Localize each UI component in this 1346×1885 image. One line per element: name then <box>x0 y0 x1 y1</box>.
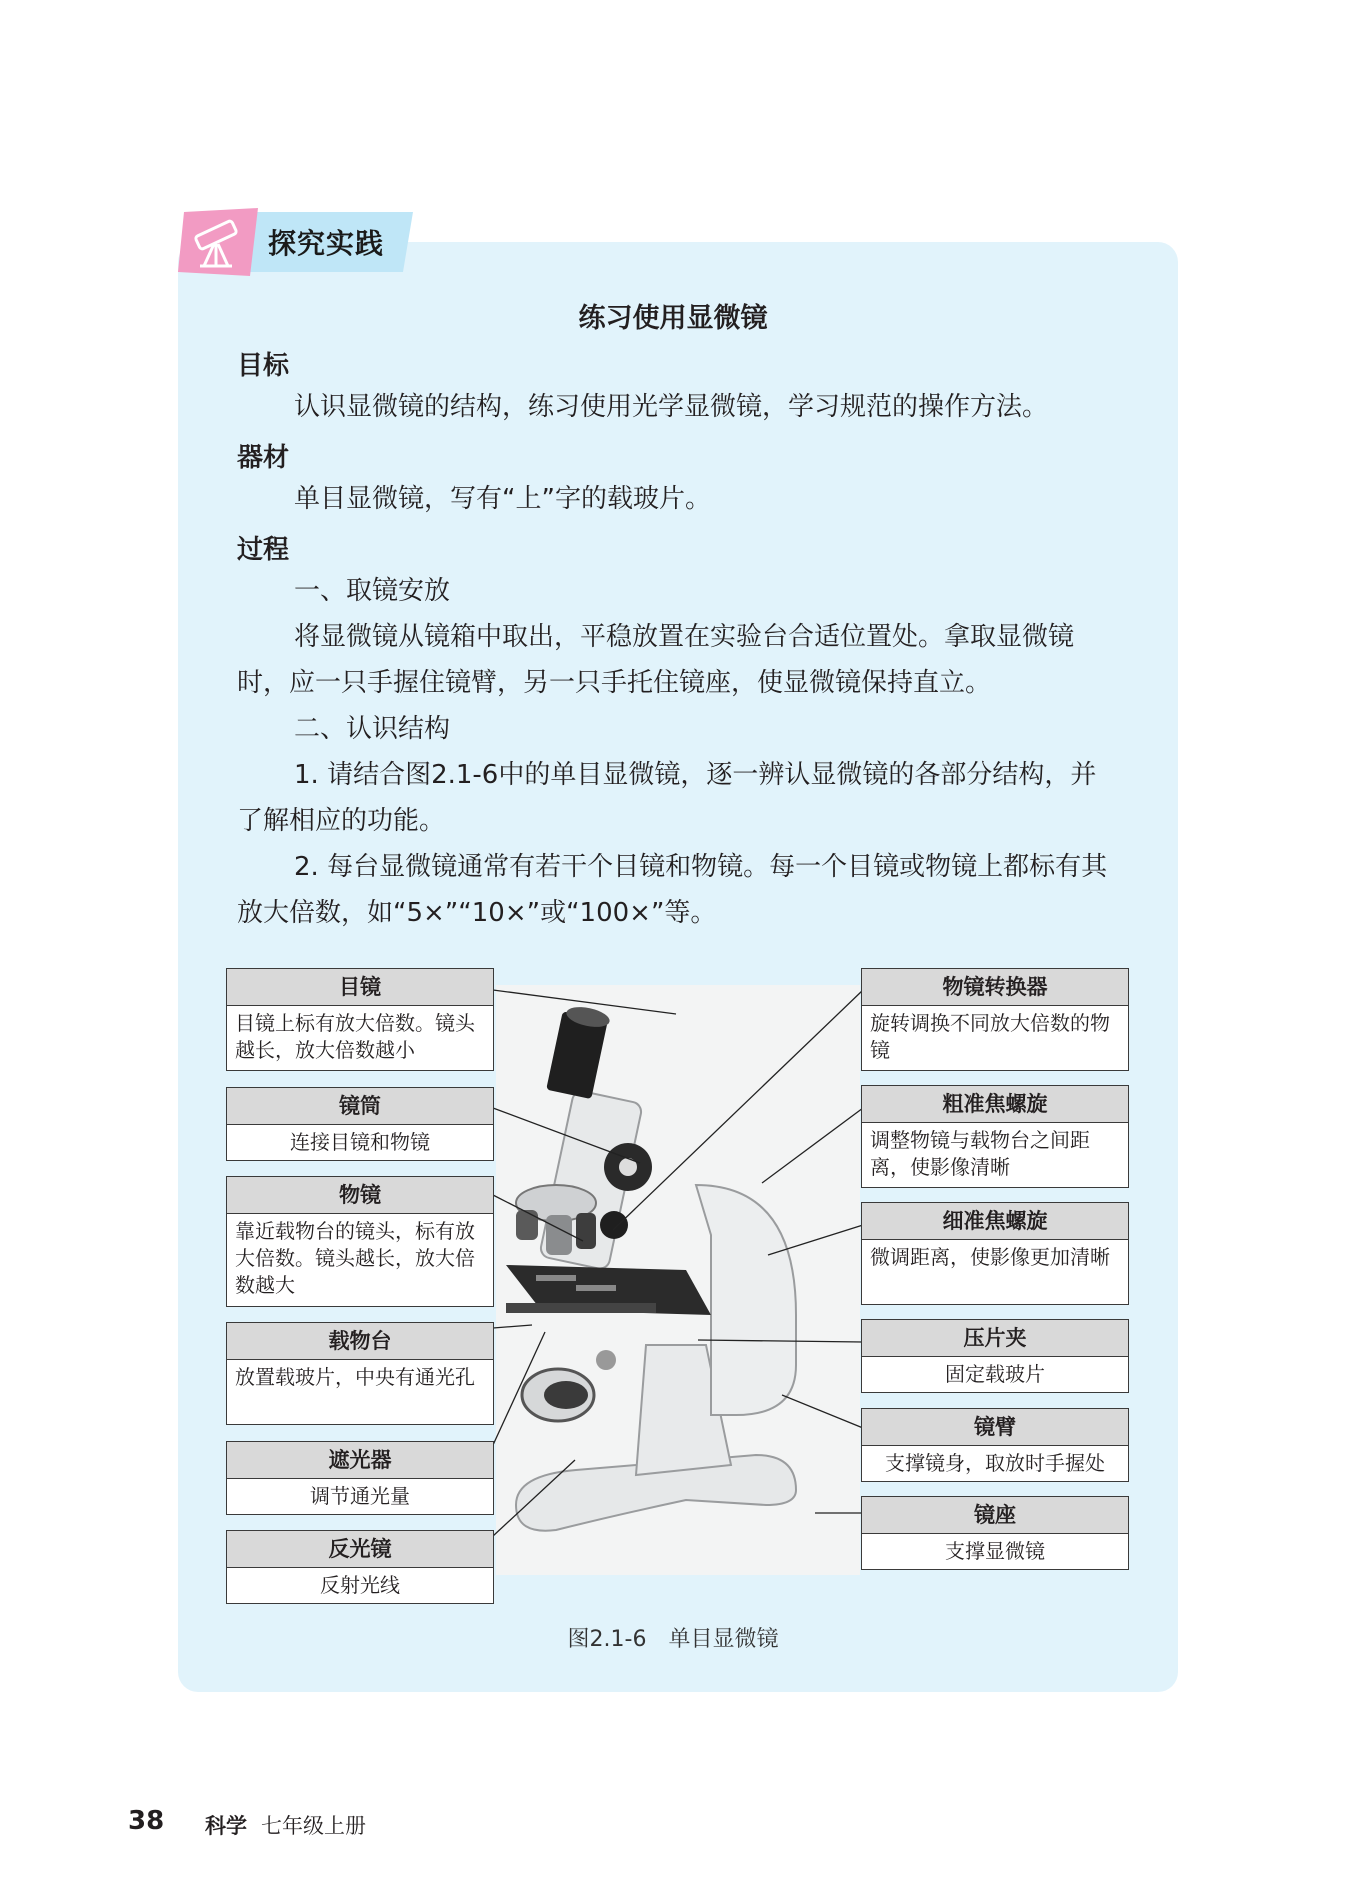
label-diaphragm <box>226 1441 494 1515</box>
label-title: 压片夹 <box>862 1320 1128 1357</box>
label-title: 遮光器 <box>227 1442 493 1479</box>
page-title: 练习使用显微镜 <box>578 303 768 334</box>
step2-item1: 1. 请结合图2.1-6中的单目显微镜，逐一辨认显微镜的各部分结构，并了解相应的功能。 <box>237 760 1097 836</box>
label-title: 物镜转换器 <box>862 969 1128 1006</box>
footer-subject: 科学 <box>205 1814 247 1838</box>
label-objective <box>226 1176 494 1307</box>
label-desc: 固定载玻片 <box>945 1362 1045 1386</box>
label-mirror <box>226 1530 494 1604</box>
label-desc: 旋转调换不同放大倍数的物镜 <box>870 1011 1110 1062</box>
label-title: 目镜 <box>227 969 493 1006</box>
label-eyepiece <box>226 968 494 1071</box>
label-desc: 支撑显微镜 <box>945 1539 1045 1563</box>
figure-caption: 图2.1-6 单目显微镜 <box>567 1627 779 1652</box>
label-nosepiece <box>861 968 1129 1071</box>
label-title: 镜筒 <box>227 1088 493 1125</box>
label-title: 镜臂 <box>862 1409 1128 1446</box>
label-coarse-focus <box>861 1085 1129 1188</box>
label-desc: 连接目镜和物镜 <box>290 1130 430 1154</box>
label-stage <box>226 1322 494 1425</box>
step1-title: 一、取镜安放 <box>294 576 451 606</box>
footer-grade: 七年级上册 <box>261 1814 366 1838</box>
goal-heading: 目标 <box>237 351 290 381</box>
label-desc: 放置载玻片，中央有通光孔 <box>235 1365 475 1389</box>
label-desc: 微调距离，使影像更加清晰 <box>870 1245 1110 1269</box>
label-title: 镜座 <box>862 1497 1128 1534</box>
footer-book-info <box>205 1810 366 1840</box>
label-arm <box>861 1408 1129 1482</box>
label-desc: 目镜上标有放大倍数。镜头越长，放大倍数越小 <box>235 1011 475 1062</box>
process-heading: 过程 <box>237 535 290 565</box>
label-desc: 支撑镜身，取放时手握处 <box>885 1451 1105 1475</box>
label-desc: 反射光线 <box>320 1573 400 1597</box>
goal-text: 认识显微镜的结构，练习使用光学显微镜，学习规范的操作方法。 <box>294 392 1049 422</box>
label-tube <box>226 1087 494 1161</box>
label-title: 载物台 <box>227 1323 493 1360</box>
label-desc: 靠近载物台的镜头，标有放大倍数。镜头越长，放大倍数越大 <box>235 1219 475 1297</box>
label-desc: 调节通光量 <box>310 1484 410 1508</box>
label-desc: 调整物镜与载物台之间距离，使影像清晰 <box>870 1128 1090 1179</box>
label-title: 物镜 <box>227 1177 493 1214</box>
label-title: 细准焦螺旋 <box>862 1203 1128 1240</box>
step2-item2: 2. 每台显微镜通常有若干个目镜和物镜。每一个目镜或物镜上都标有其放大倍数，如“5×”“10×”或“100×”等。 <box>237 852 1108 928</box>
materials-heading: 器材 <box>237 443 290 473</box>
label-clip <box>861 1319 1129 1393</box>
step1-text: 将显微镜从镜箱中取出，平稳放置在实验台合适位置处。拿取显微镜时，应一只手握住镜臂，另一只手托住镜座，使显微镜保持直立。 <box>237 622 1075 698</box>
banner-label: 探究实践 <box>268 227 385 260</box>
page-number: 38 <box>128 1806 165 1836</box>
label-title: 粗准焦螺旋 <box>862 1086 1128 1123</box>
label-base <box>861 1496 1129 1570</box>
label-fine-focus <box>861 1202 1129 1305</box>
step2-title: 二、认识结构 <box>294 714 451 744</box>
label-title: 反光镜 <box>227 1531 493 1568</box>
materials-text: 单目显微镜，写有“上”字的载玻片。 <box>294 484 711 514</box>
